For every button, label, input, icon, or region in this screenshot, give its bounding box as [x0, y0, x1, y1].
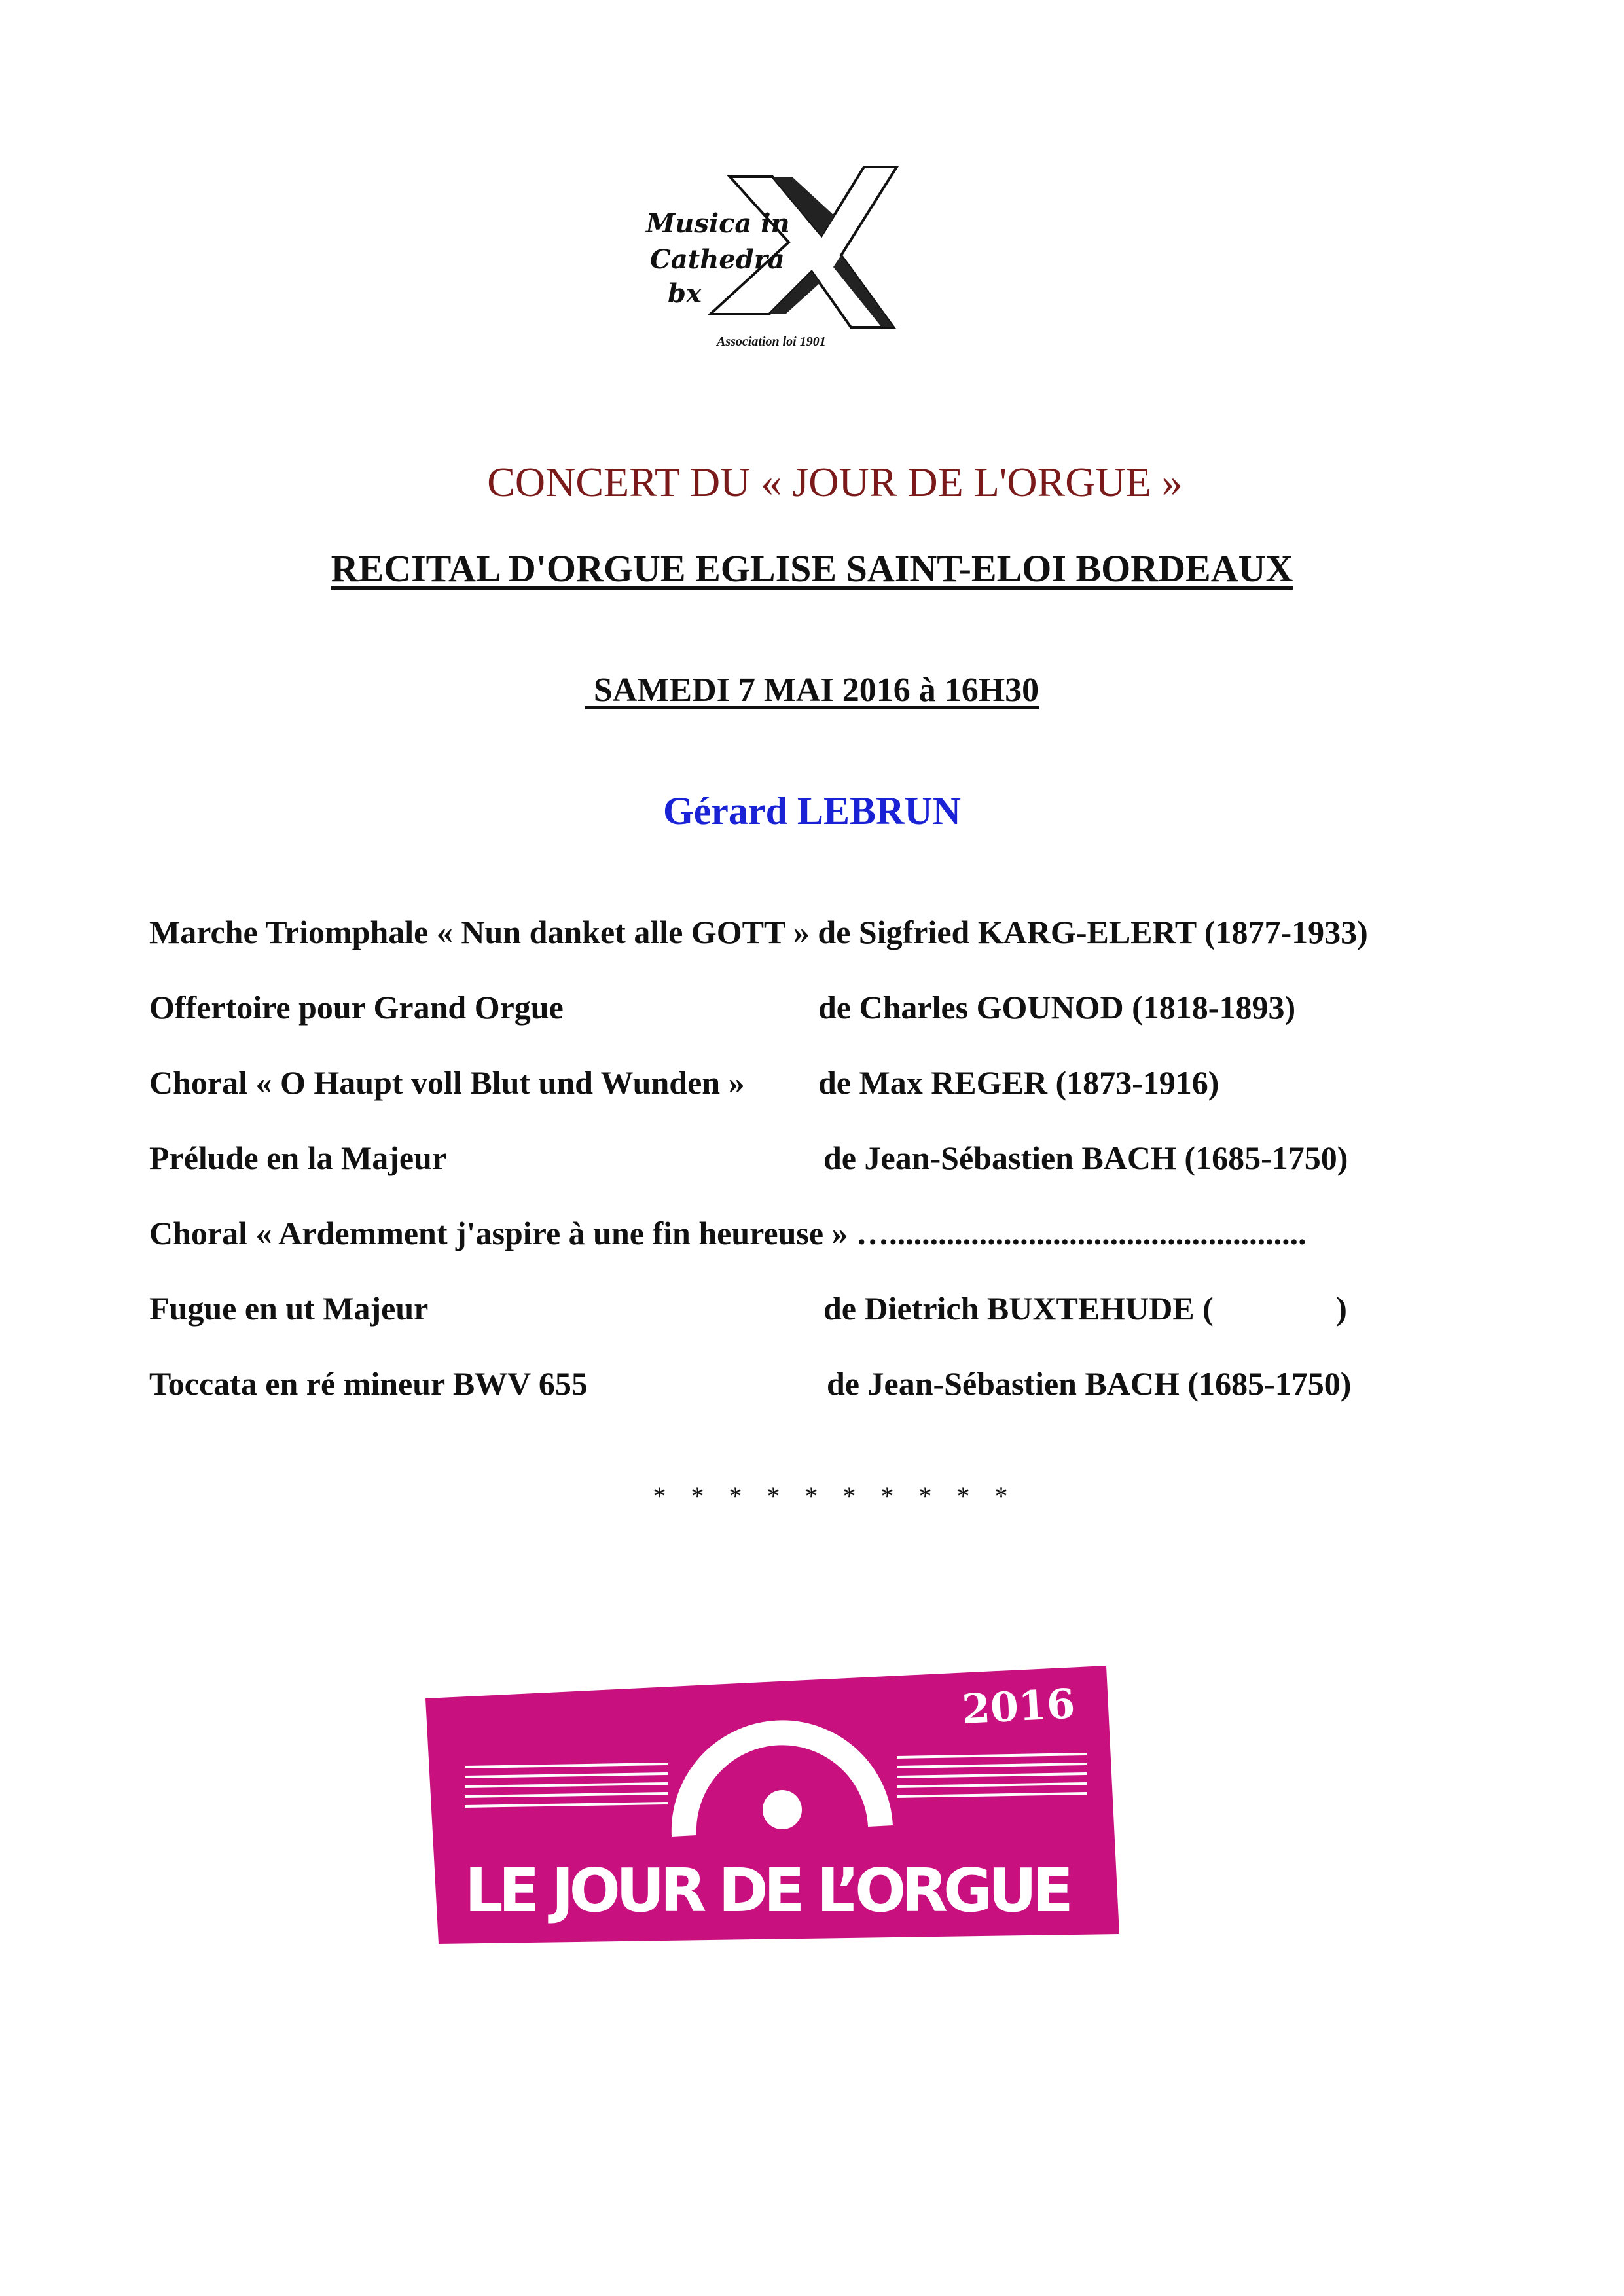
program-item: [149, 1365, 1524, 1410]
musica-in-cathedra-logo: [638, 164, 913, 353]
jour-de-l-orgue-logo: [425, 1666, 1129, 1954]
logo-caption: Association loi 1901: [717, 334, 826, 349]
program-item: [149, 1214, 1524, 1260]
concert-title: CONCERT DU « JOUR DE L'ORGUE »: [487, 459, 1183, 505]
program-work: Choral « O Haupt voll Blut und Wunden »: [149, 1064, 745, 1101]
program-item: [149, 913, 1524, 959]
program-item: [149, 1289, 1524, 1335]
separator: * * * * * * * * * *: [653, 1481, 1017, 1511]
program-work: Marche Triomphale « Nun danket alle GOTT » de Sigfried KARG-ELERT (1877-1933): [149, 914, 1368, 950]
program-work: Fugue en ut Majeur: [149, 1290, 429, 1327]
program-composer: de Jean-Sébastien BACH (1685-1750): [827, 1365, 1352, 1402]
program-work: Prélude en la Majeur: [149, 1139, 447, 1176]
event-year: 2016: [960, 1679, 1076, 1734]
logo-line-2: Cathedra: [650, 244, 785, 275]
program-composer: de Dietrich BUXTEHUDE ( ): [823, 1290, 1347, 1327]
program-composer: de Charles GOUNOD (1818-1893): [818, 989, 1296, 1026]
performer-name: Gérard LEBRUN: [663, 789, 961, 833]
program-work: Offertoire pour Grand Orgue: [149, 989, 564, 1026]
recital-title: RECITAL D'ORGUE EGLISE SAINT-ELOI BORDEAUX: [331, 547, 1293, 590]
date-line: SAMEDI 7 MAI 2016 à 16H30: [585, 672, 1039, 709]
program-item: [149, 1139, 1524, 1185]
logo-line-3: bx: [668, 278, 702, 309]
event-name: LE JOUR DE L’ORGUE: [465, 1856, 1074, 1926]
program-item: [149, 1064, 1524, 1109]
logo-line-1: Musica in: [646, 208, 790, 239]
program-item: [149, 988, 1524, 1034]
program-work: Toccata en ré mineur BWV 655: [149, 1365, 588, 1402]
program-composer: de Jean-Sébastien BACH (1685-1750): [823, 1139, 1348, 1176]
program-composer: de Max REGER (1873-1916): [818, 1064, 1219, 1101]
program-work: Choral « Ardemment j'aspire à une fin heureuse » …...................................................: [149, 1215, 1307, 1251]
